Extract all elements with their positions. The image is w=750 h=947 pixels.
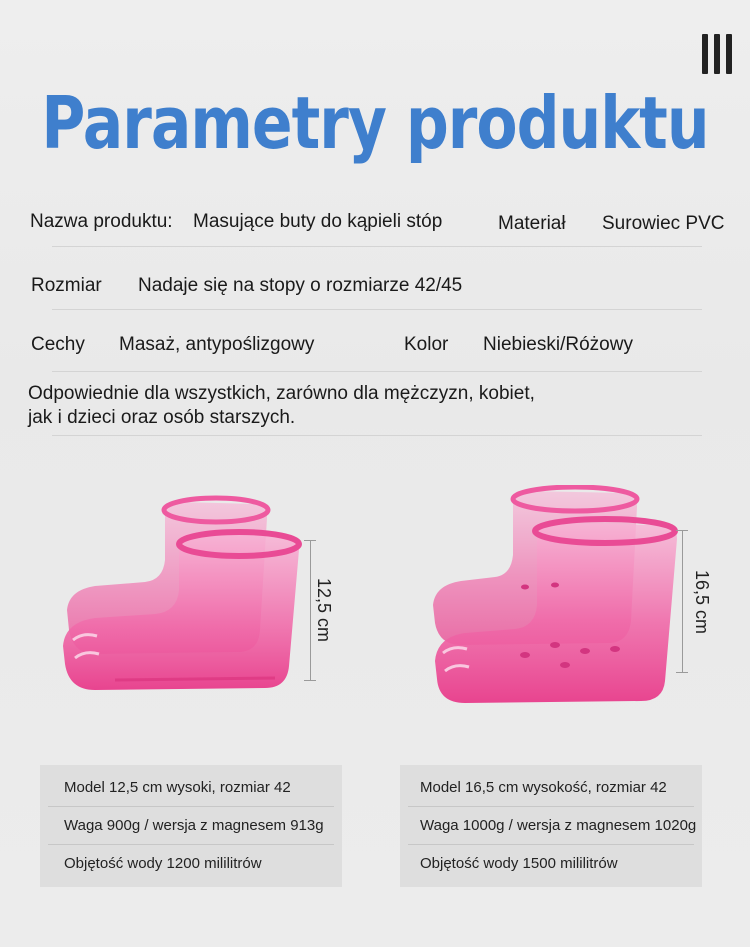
size-value: Nadaje się na stopy o rozmiarze 42/45 xyxy=(138,275,463,296)
material-value: Surowiec PVC xyxy=(602,213,725,234)
spec-model: Model 16,5 cm wysokość, rozmiar 42 xyxy=(420,779,667,796)
color-value: Niebieski/Różowy xyxy=(483,334,633,355)
spec-row xyxy=(400,769,702,807)
spec-weight: Waga 900g / wersja z magnesem 913g xyxy=(64,817,324,834)
spec-volume: Objętość wody 1200 mililitrów xyxy=(64,855,262,872)
height-label-high: 16,5 cm xyxy=(692,570,712,635)
product-image-high-boots xyxy=(425,485,685,710)
height-label-low: 12,5 cm xyxy=(314,578,334,643)
product-name-value: Masujące buty do kąpieli stóp xyxy=(193,211,443,232)
dimension-cap xyxy=(676,672,688,673)
dimension-line xyxy=(682,530,683,672)
spec-row xyxy=(400,807,702,845)
menu-icon[interactable] xyxy=(700,34,734,74)
spec-model: Model 12,5 cm wysoki, rozmiar 42 xyxy=(64,779,291,796)
color-label: Kolor xyxy=(404,334,449,355)
features-label: Cechy xyxy=(31,334,85,355)
divider xyxy=(52,246,702,247)
spec-weight: Waga 1000g / wersja z magnesem 1020g xyxy=(420,817,697,834)
spec-table-high xyxy=(400,765,702,887)
spec-row xyxy=(40,769,342,807)
divider xyxy=(52,309,702,310)
size-label: Rozmiar xyxy=(31,275,102,296)
dimension-line xyxy=(310,540,311,680)
product-name-label: Nazwa produktu: xyxy=(30,211,173,232)
spec-row xyxy=(40,807,342,845)
spec-row xyxy=(400,845,702,883)
spec-table-low xyxy=(40,765,342,887)
spec-volume: Objętość wody 1500 mililitrów xyxy=(420,855,618,872)
features-value: Masaż, antypoślizgowy xyxy=(119,334,315,355)
dimension-cap xyxy=(304,680,316,681)
product-image-low-boots xyxy=(55,490,315,710)
divider xyxy=(52,371,702,372)
divider xyxy=(52,435,702,436)
suitability-line-2: jak i dzieci oraz osób starszych. xyxy=(28,407,296,428)
spec-row xyxy=(40,845,342,883)
suitability-line-1: Odpowiednie dla wszystkich, zarówno dla mężczyzn, kobiet, xyxy=(28,383,535,404)
material-label: Materiał xyxy=(498,213,566,234)
page-title: Parametry produktu xyxy=(41,82,709,166)
